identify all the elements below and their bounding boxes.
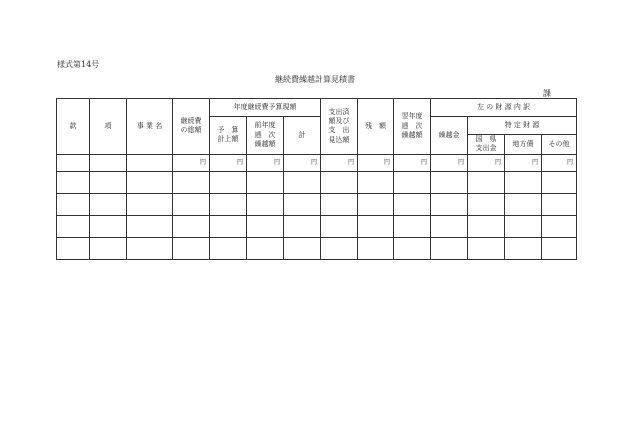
cell [127, 215, 173, 237]
unit-label: 円 [468, 154, 505, 171]
cell [284, 215, 321, 237]
col-kurikoshi-kin: 繰越金 [431, 117, 468, 155]
cell [173, 193, 210, 215]
cell [431, 215, 468, 237]
col-yokunendo [394, 99, 431, 155]
form-number: 様式第14号 [57, 60, 100, 69]
cell [210, 193, 247, 215]
unit-label: 円 [431, 154, 468, 171]
cell [394, 215, 431, 237]
cell [90, 237, 127, 259]
cell [542, 237, 577, 259]
cell [210, 215, 247, 237]
cell [90, 154, 127, 171]
zennendo-line2: 逓 次 [254, 130, 276, 139]
cell [394, 171, 431, 193]
cell [247, 215, 284, 237]
cell [127, 193, 173, 215]
keizokuhi-line2: の総額 [180, 126, 202, 135]
cell [542, 215, 577, 237]
cell [358, 237, 394, 259]
col-keizokuhi-sougaku [173, 99, 210, 155]
cell [468, 237, 505, 259]
kokuken-line2: 支出金 [475, 144, 497, 153]
cell [394, 237, 431, 259]
estimate-table [56, 98, 577, 260]
cell [90, 171, 127, 193]
department-label: 課 [543, 89, 551, 98]
col-yosan-keijo [210, 117, 247, 155]
cell [468, 215, 505, 237]
cell [127, 171, 173, 193]
cell [173, 237, 210, 259]
header-row-1 [57, 99, 577, 117]
cell [247, 171, 284, 193]
unit-label: 円 [358, 154, 394, 171]
cell [173, 215, 210, 237]
cell [505, 193, 542, 215]
cell [57, 193, 90, 215]
cell [358, 193, 394, 215]
shishutsu-line1: 支出済 [328, 107, 350, 116]
cell [57, 215, 90, 237]
data-row [57, 171, 577, 193]
cell [542, 193, 577, 215]
cell [505, 237, 542, 259]
cell [468, 193, 505, 215]
cell [57, 154, 90, 171]
unit-label: 円 [542, 154, 577, 171]
col-nendo-yosan: 年度継続費予算現額 [210, 99, 321, 117]
cell [468, 171, 505, 193]
cell [284, 171, 321, 193]
cell [57, 171, 90, 193]
cell [321, 237, 358, 259]
cell [431, 171, 468, 193]
unit-label: 円 [284, 154, 321, 171]
col-kokuken [468, 135, 505, 155]
cell [284, 193, 321, 215]
cell [210, 237, 247, 259]
document-title: 継続費繰越計算見積書 [275, 75, 355, 84]
col-kei: 計 [284, 117, 321, 155]
keizokuhi-line1: 継続費 [180, 117, 202, 125]
unit-label: 円 [247, 154, 284, 171]
data-row [57, 193, 577, 215]
zennendo-line3: 繰越額 [254, 140, 276, 149]
yosan-keijo-line1: 予 算 [217, 126, 239, 134]
cell [247, 237, 284, 259]
cell [358, 171, 394, 193]
cell [321, 171, 358, 193]
shishutsu-line3: 支 出 [328, 126, 350, 135]
cell [321, 193, 358, 215]
col-zaigen-uchiwake: 左 の 財 源 内 訳 [431, 99, 577, 117]
unit-label: 円 [173, 154, 210, 171]
col-tokutei-zaigen: 特 定 財 源 [468, 117, 577, 135]
cell [57, 237, 90, 259]
unit-row [57, 154, 577, 171]
unit-label: 円 [210, 154, 247, 171]
cell [90, 193, 127, 215]
shishutsu-line4: 見込額 [328, 135, 350, 144]
col-zangaku: 残 額 [358, 99, 394, 155]
cell [321, 215, 358, 237]
cell [431, 193, 468, 215]
data-row [57, 237, 577, 259]
yokunendo-line1: 翌年度 [401, 112, 423, 121]
cell [127, 237, 173, 259]
yokunendo-line2: 逓 次 [401, 121, 423, 130]
cell [542, 171, 577, 193]
cell [210, 171, 247, 193]
col-kou: 項 [90, 99, 127, 155]
cell [394, 193, 431, 215]
cell [247, 193, 284, 215]
data-row [57, 215, 577, 237]
cell [284, 237, 321, 259]
unit-label: 円 [321, 154, 358, 171]
col-chihousai: 地方債 [505, 135, 542, 155]
yosan-keijo-line2: 計上額 [217, 135, 239, 144]
cell [173, 171, 210, 193]
cell [505, 215, 542, 237]
yokunendo-line3: 繰越額 [401, 131, 423, 140]
col-jigyo-mei: 事 業 名 [127, 99, 173, 155]
col-shishutsu [321, 99, 358, 155]
cell [90, 215, 127, 237]
col-sonota: その他 [542, 135, 577, 155]
zennendo-line1: 前年度 [254, 121, 276, 130]
unit-label: 円 [505, 154, 542, 171]
kokuken-line1: 国 県 [475, 135, 497, 143]
cell [431, 237, 468, 259]
col-zennendo [247, 117, 284, 155]
cell [505, 171, 542, 193]
cell [358, 215, 394, 237]
shishutsu-line2: 額及び [328, 117, 350, 125]
col-kan: 款 [57, 99, 90, 155]
cell [127, 154, 173, 171]
unit-label: 円 [394, 154, 431, 171]
